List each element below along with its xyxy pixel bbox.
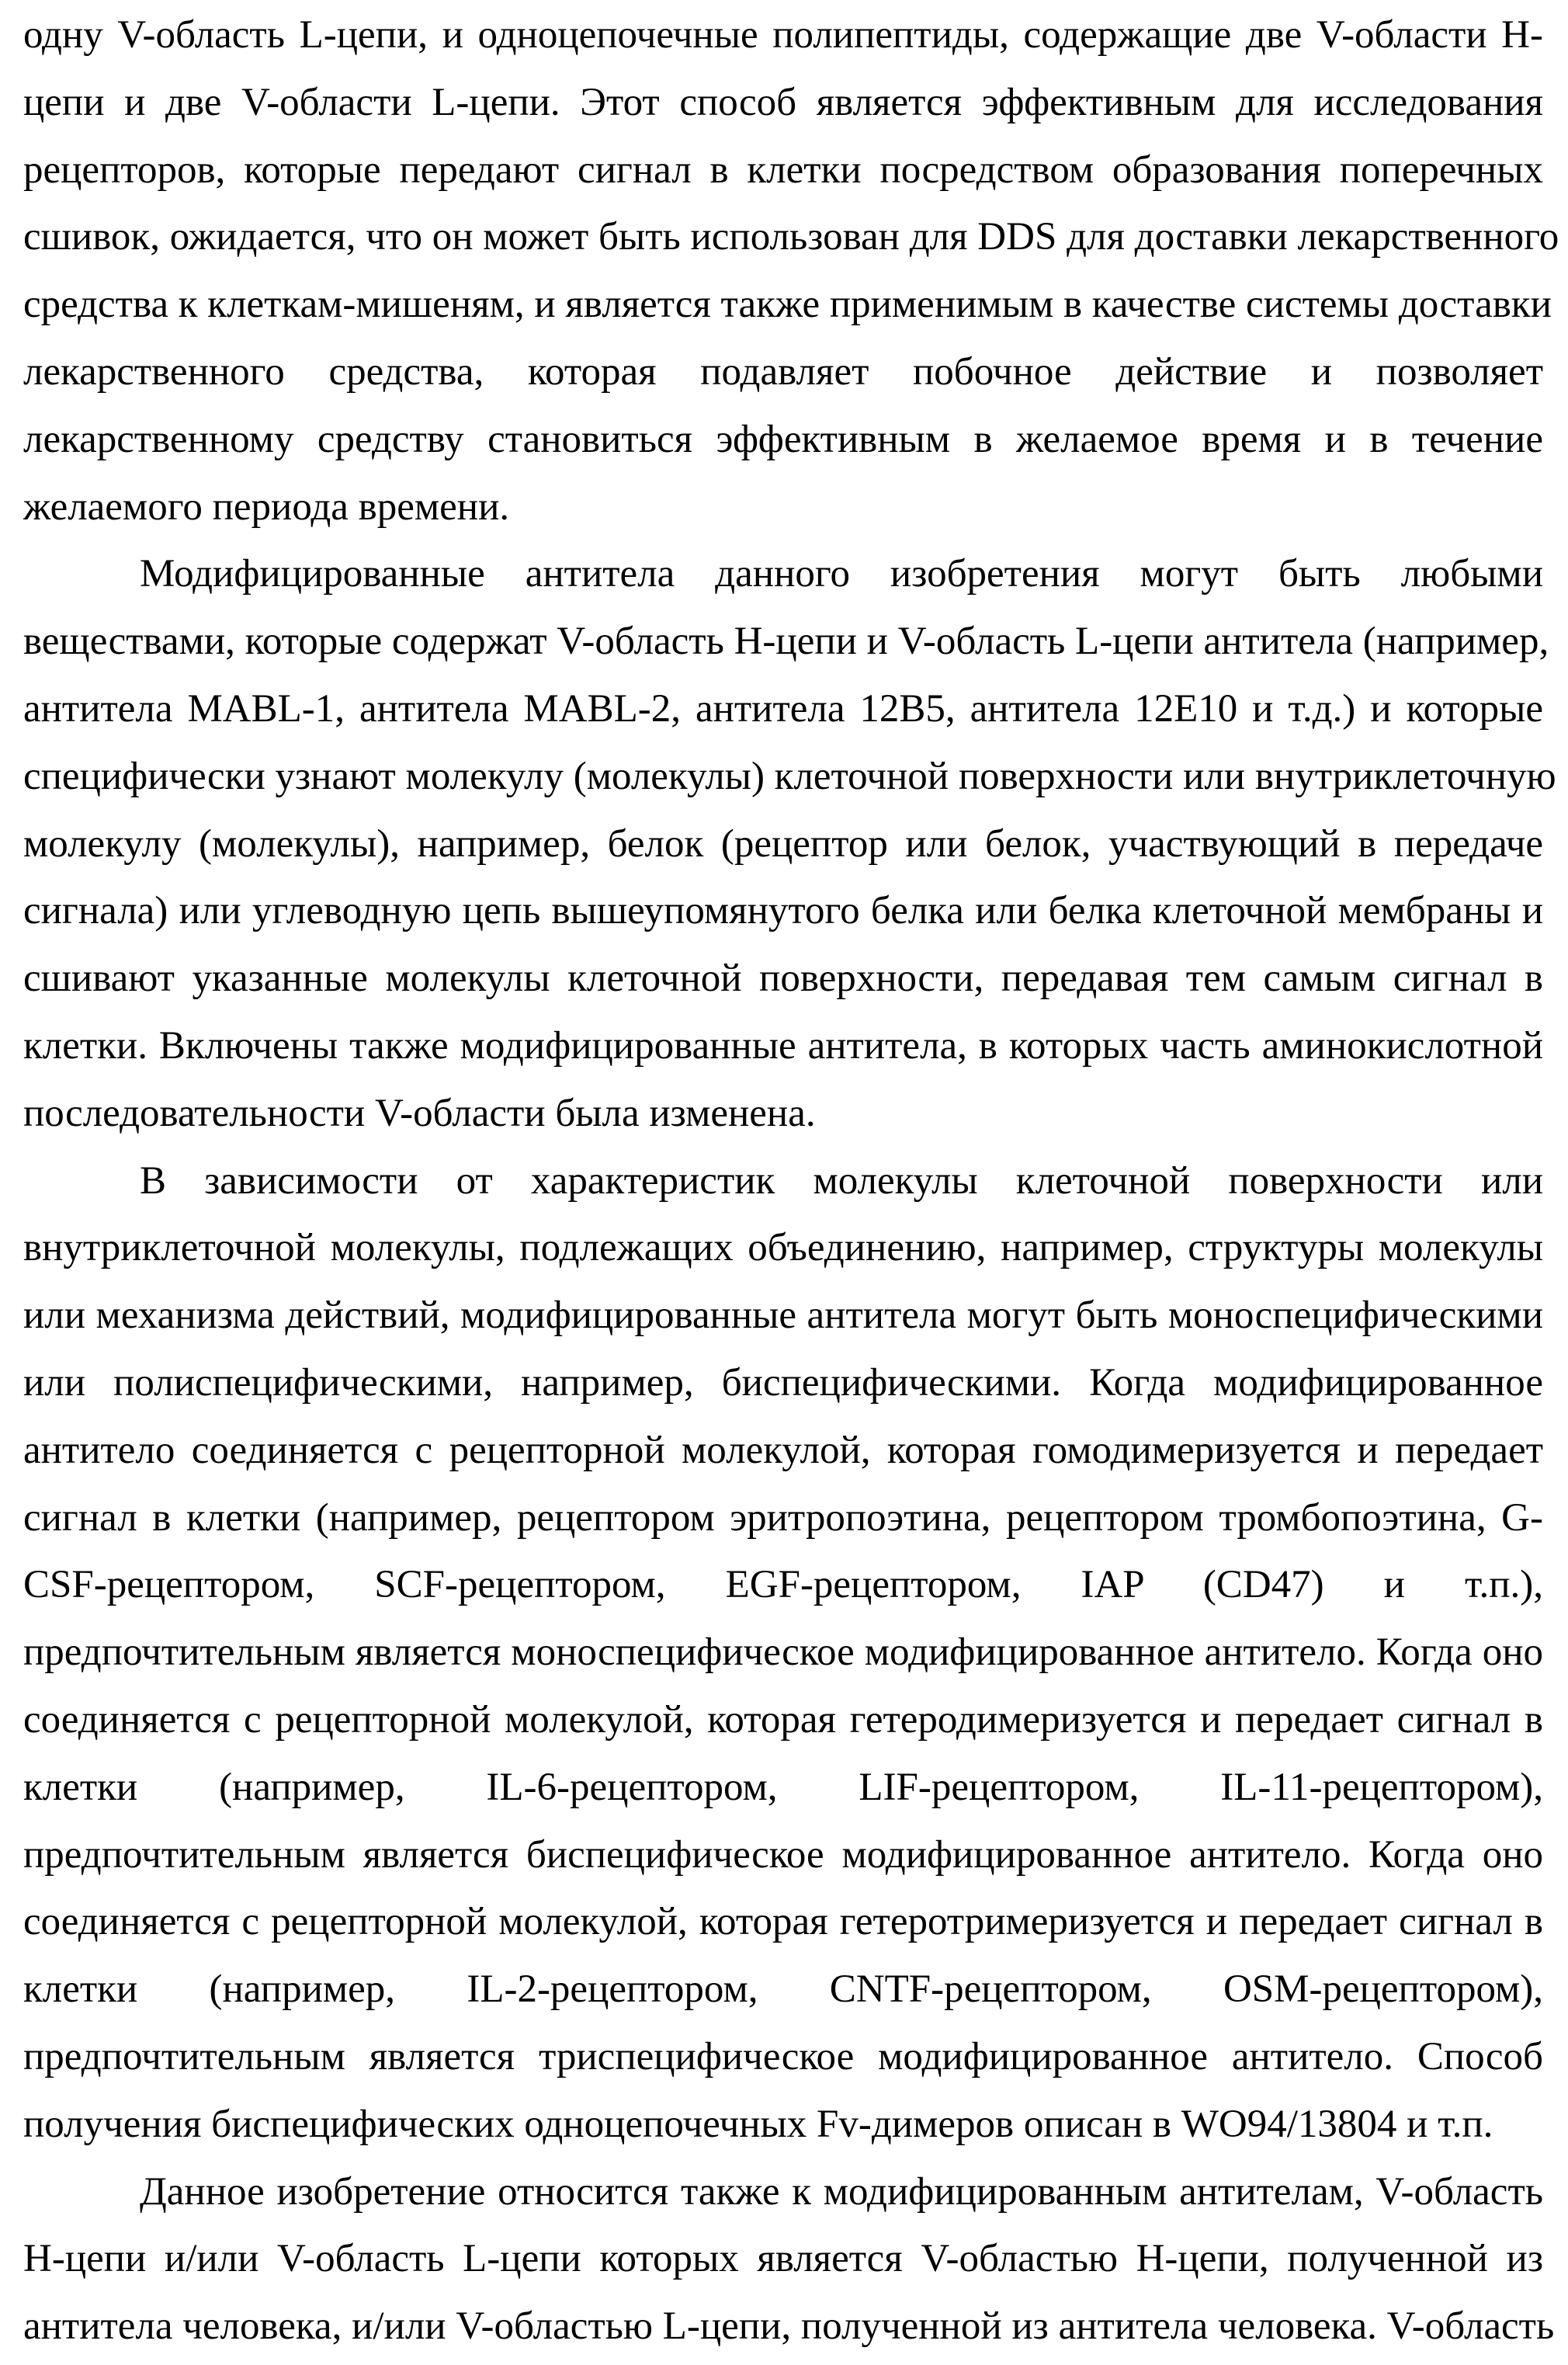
text-line: H-цепи и/или V-область L-цепи которых является V-областью H-цепи, полученной из [23,2237,1543,2281]
text-line: лекарственного средства, которая подавляет побочное действие и позволяет [23,349,1543,394]
text-line: предпочтительным является моноспецифическое модифицированное антитело. Когда оно [23,1630,1543,1675]
text-line: веществами, которые содержат V-область H-цепи и V-область L-цепи антитела (например, [23,620,1549,664]
text-line: специфически узнают молекулу (молекулы) клеточной поверхности или внутриклеточную [23,754,1556,798]
text-line: лекарственному средству становиться эффективным в желаемое время и в течение [23,417,1543,461]
text-line: антитело соединяется с рецепторной молекулой, которая гомодимеризуется и передает [23,1428,1543,1472]
text-line: CSF-рецептором, SCF-рецептором, EGF-рецептором, IAP (CD47) и т.п.), [23,1563,1543,1607]
text-line: средства к клеткам-мишеням, и является также применимым в качестве системы доставки [23,283,1552,327]
text-line: Модифицированные антитела данного изобретения могут быть любыми [140,552,1543,596]
text-line: клетки (например, IL-6-рецептором, LIF-рецептором, IL-11-рецептором), [23,1765,1543,1809]
text-line: клетки (например, IL-2-рецептором, CNTF-рецептором, OSM-рецептором), [23,1967,1543,2012]
text-line: соединяется с рецепторной молекулой, которая гетеротримеризуется и передает сигнал в [23,1900,1543,1944]
document-page [23,2,1559,2360]
text-line: рецепторов, которые передают сигнал в клетки посредством образования поперечных [23,148,1543,192]
text-line: цепи и две V-области L-цепи. Этот способ является эффективным для исследования [23,80,1543,124]
text-line: клетки. Включены также модифицированные антитела, в которых часть аминокислотной [23,1023,1543,1068]
text-line: предпочтительным является триспецифическое модифицированное антитело. Способ [23,2034,1543,2078]
text-line: последовательности V-области была изменена. [23,1091,816,1135]
text-line: или механизма действий, модифицированные антитела могут быть моноспецифическими [23,1294,1543,1338]
text-line: молекулу (молекулы), например, белок (рецептор или белок, участвующий в передаче [23,821,1543,866]
text-line: сшивок, ожидается, что он может быть использован для DDS для доставки лекарственного [23,215,1559,259]
text-line: желаемого периода времени. [23,484,510,529]
text-line: или полиспецифическими, например, биспецифическими. Когда модифицированное [23,1360,1543,1405]
text-line: сшивают указанные молекулы клеточной поверхности, передавая тем самым сигнал в [23,957,1543,1001]
paragraph-specificity [23,1148,1543,2158]
text-line: антитела MABL-1, антитела MABL-2, антитела 12B5, антитела 12E10 и т.д.) и которые [23,686,1543,731]
text-line: Данное изобретение относится также к модифицированным антителам, V-область [140,2169,1543,2214]
text-line: предпочтительным является биспецифическое модифицированное антитело. Когда оно [23,1832,1543,1877]
text-line: сигнала) или углеводную цепь вышеупомянутого белка или белка клеточной мембраны и [23,889,1543,933]
paragraph-modified-antibodies [23,540,1556,1147]
paragraph-human-antibody-regions [23,2158,1555,2360]
text-line: антитела человека, и/или V-областью L-цепи, полученной из антитела человека. V-область [23,2304,1555,2349]
text-line: получения биспецифических одноцепочечных Fv-димеров описан в WO94/13804 и т.п. [23,2102,1493,2146]
text-line: одну V-область L-цепи, и одноцепочечные полипептиды, содержащие две V-области H- [23,13,1543,57]
text-line: сигнал в клетки (например, рецептором эритропоэтина, рецептором тромбопоэтина, G- [23,1495,1543,1540]
paragraph-dds-application [23,2,1559,540]
text-line: соединяется с рецепторной молекулой, которая гетеродимеризуется и передает сигнал в [23,1697,1543,1742]
text-line: внутриклеточной молекулы, подлежащих объединению, например, структуры молекулы [23,1226,1543,1270]
text-line: В зависимости от характеристик молекулы клеточной поверхности или [140,1158,1543,1203]
